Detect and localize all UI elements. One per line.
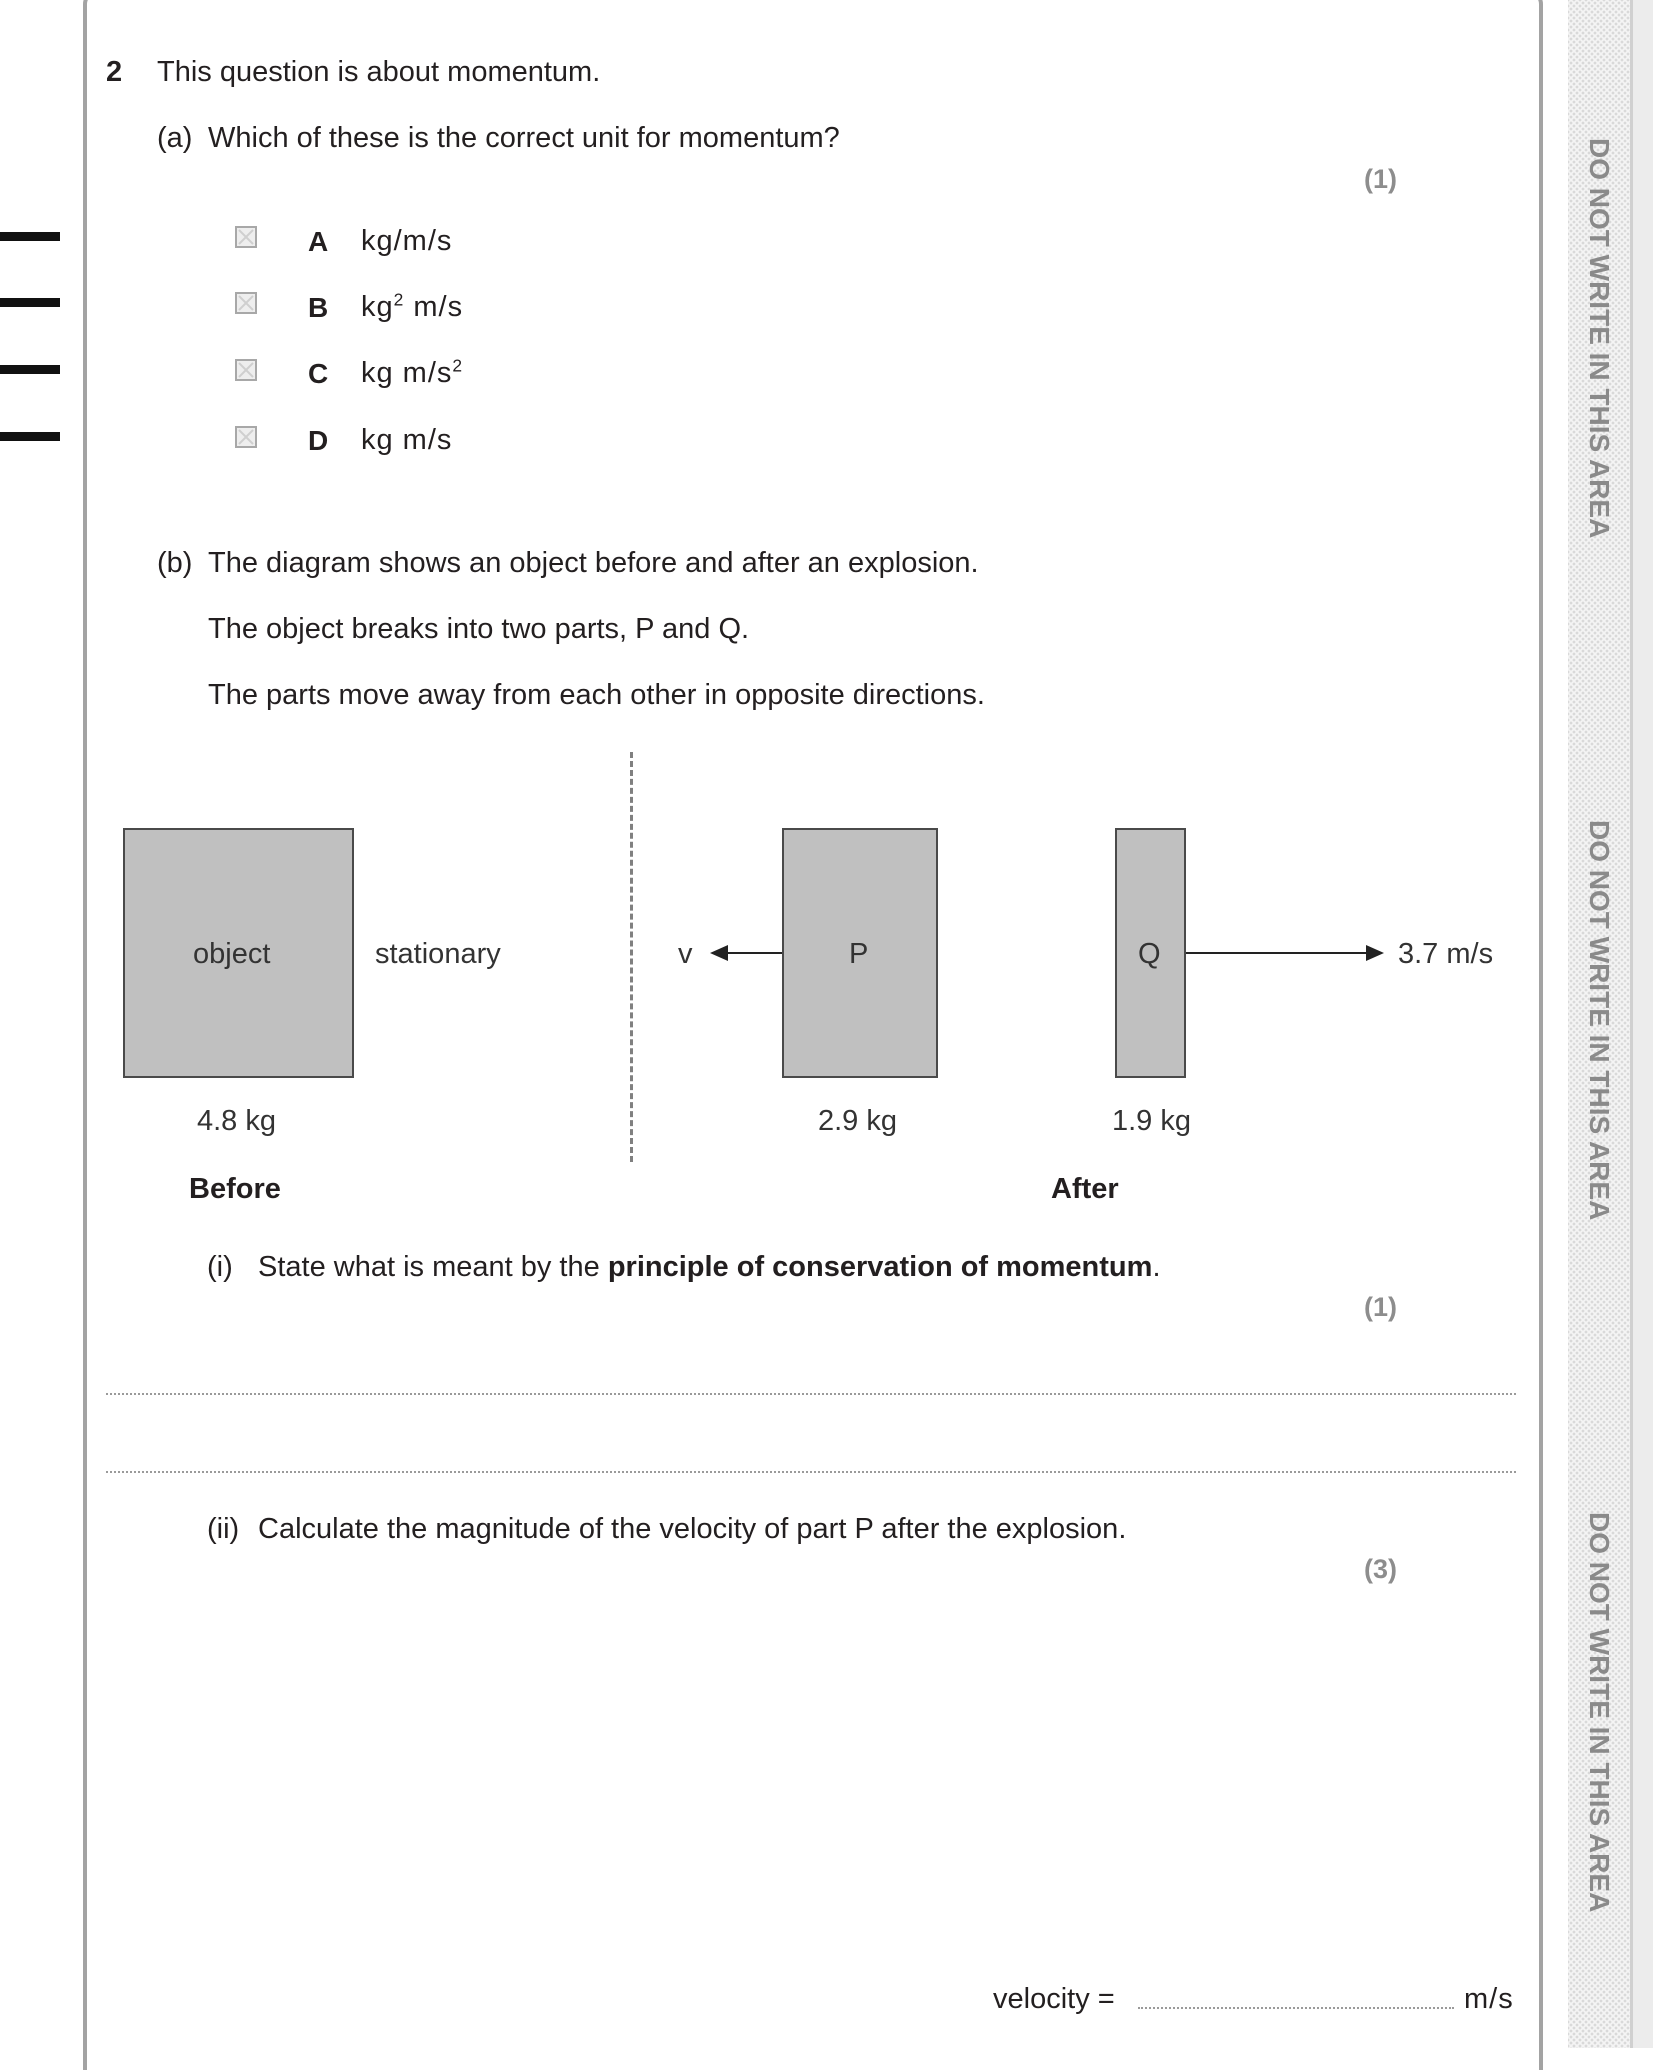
sub-ii-text: Calculate the magnitude of the velocity of part P after the explosion. [258, 1513, 1127, 1545]
checkbox-icon[interactable] [235, 292, 257, 314]
part-b-line-1: The diagram shows an object before and after an explosion. [208, 547, 979, 579]
velocity-unit: m/s [1464, 1983, 1514, 2015]
checkbox-icon[interactable] [235, 226, 257, 248]
part-p-mass: 2.9 kg [818, 1105, 897, 1137]
margin-tick [0, 298, 60, 307]
sub-i-text: State what is meant by the principle of conservation of momentum. [258, 1251, 1161, 1283]
before-after-divider [630, 752, 633, 1162]
before-caption: Before [189, 1173, 281, 1205]
checkbox-icon[interactable] [235, 359, 257, 381]
part-p-velocity: v [678, 938, 693, 970]
part-a-label: (a) [157, 122, 193, 154]
velocity-label: velocity = [993, 1983, 1115, 2015]
arrow-right-icon [1366, 945, 1384, 961]
part-b-line-2: The object breaks into two parts, P and Q. [208, 613, 750, 645]
object-label: object [193, 938, 271, 970]
arrow-line-q [1186, 952, 1368, 954]
checkbox-icon[interactable] [235, 426, 257, 448]
question-number: 2 [106, 56, 123, 88]
option-unit: $kg^2$ m/s [361, 289, 464, 323]
arrow-line-p [726, 952, 782, 954]
option-letter: B [308, 292, 329, 323]
option-unit: kg/m/s [361, 225, 453, 257]
margin-tick [0, 432, 60, 441]
option-unit: kg $m/s^2$ [361, 355, 464, 389]
question-stem: This question is about momentum. [157, 56, 601, 88]
margin-tick [0, 365, 60, 374]
part-a-marks: (1) [1364, 164, 1397, 194]
sub-ii-marks: (3) [1364, 1554, 1397, 1584]
sub-ii-label: (ii) [207, 1513, 240, 1545]
part-q-velocity: 3.7 m/s [1398, 938, 1494, 970]
part-b-line-3: The parts move away from each other in opposite directions. [208, 679, 985, 711]
margin-tick [0, 232, 60, 241]
answer-line-1[interactable] [106, 1393, 1516, 1395]
option-unit: kg m/s [361, 424, 453, 456]
velocity-dotted-line [1138, 2007, 1454, 2009]
answer-line-2[interactable] [106, 1471, 1516, 1473]
part-b-label: (b) [157, 547, 193, 579]
part-q-mass: 1.9 kg [1112, 1105, 1191, 1137]
sub-i-marks: (1) [1364, 1292, 1397, 1322]
stationary-label: stationary [375, 938, 501, 970]
option-letter: D [308, 425, 329, 456]
part-q-label: Q [1138, 938, 1161, 970]
option-letter: C [308, 358, 329, 389]
velocity-answer-field[interactable] [1138, 1985, 1454, 2009]
margin-edge [1630, 0, 1653, 2048]
part-a-text: Which of these is the correct unit for momentum? [208, 122, 840, 154]
sub-i-label: (i) [207, 1251, 233, 1283]
after-caption: After [1051, 1173, 1119, 1205]
part-p-label: P [849, 938, 869, 970]
option-letter: A [308, 226, 329, 257]
object-mass: 4.8 kg [197, 1105, 276, 1137]
